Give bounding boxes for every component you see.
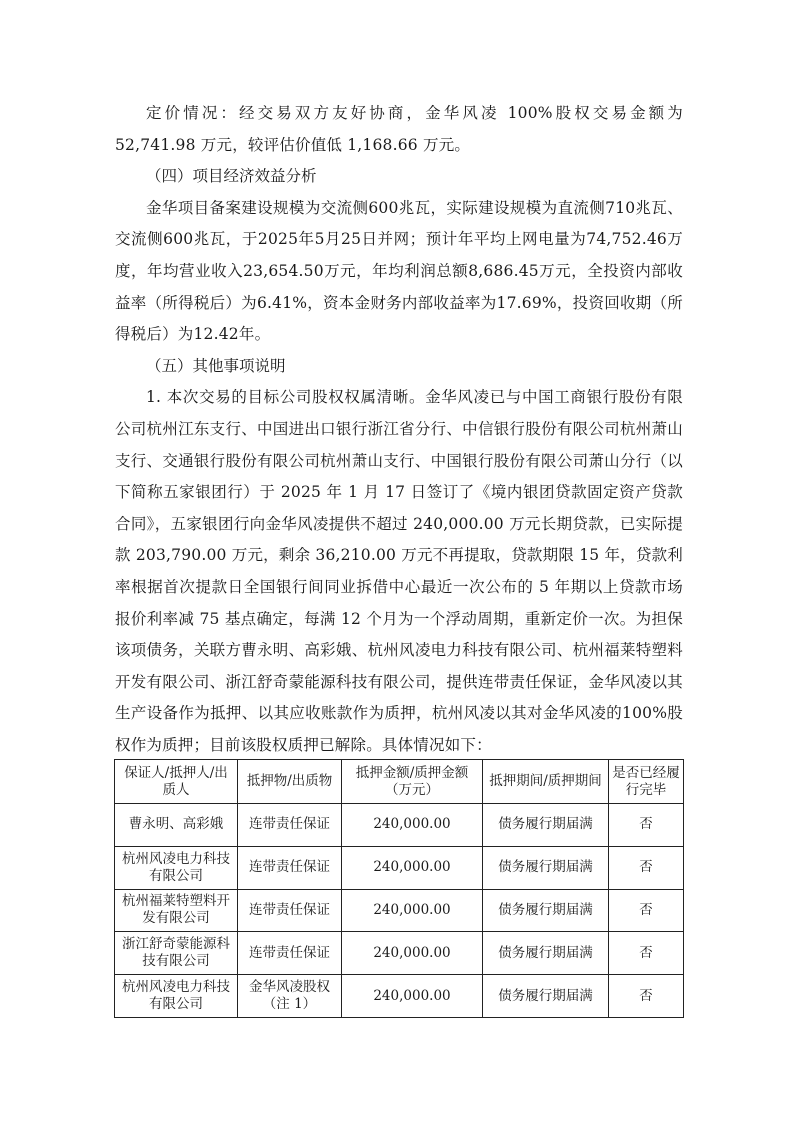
table-row	[115, 932, 684, 975]
cell-guarantor: 浙江舒奇蒙能源科技有限公司	[115, 932, 238, 975]
cell-collateral: 连带责任保证	[238, 932, 342, 975]
table-header-row	[115, 760, 684, 804]
cell-guarantor: 曹永明、高彩娥	[115, 804, 238, 847]
header-guarantor: 保证人/抵押人/出质人	[115, 760, 238, 804]
cell-period: 债务履行期届满	[483, 846, 609, 889]
cell-amount: 240,000.00	[342, 932, 483, 975]
header-completed: 是否已经履行完毕	[609, 760, 684, 804]
section-heading-other-matters: （五）其他事项说明	[146, 356, 286, 375]
cell-period: 债务履行期届满	[483, 975, 609, 1018]
table-row	[115, 975, 684, 1018]
cell-completed: 否	[609, 846, 684, 889]
header-amount: 抵押金额/质押金额（万元）	[342, 760, 483, 804]
guarantee-table	[114, 759, 684, 1018]
table-row	[115, 889, 684, 932]
cell-completed: 否	[609, 889, 684, 932]
cell-completed: 否	[609, 932, 684, 975]
header-collateral: 抵押物/出质物	[238, 760, 342, 804]
cell-collateral: 连带责任保证	[238, 846, 342, 889]
cell-collateral: 连带责任保证	[238, 804, 342, 847]
document-body	[115, 98, 683, 761]
header-period: 抵押期间/质押期间	[483, 760, 609, 804]
cell-completed: 否	[609, 804, 684, 847]
section-heading-economics: （四）项目经济效益分析	[146, 167, 317, 186]
pricing-paragraph: 定价情况：经交易双方友好协商，金华风凌 100%股权交易金额为 52,741.98 万元，较评估价值低 1,168.66 万元。	[115, 104, 683, 154]
cell-guarantor: 杭州风凌电力科技有限公司	[115, 846, 238, 889]
table-row	[115, 846, 684, 889]
economics-paragraph: 金华项目备案建设规模为交流侧600兆瓦，实际建设规模为直流侧710兆瓦、交流侧600兆瓦，于2025年5月25日并网；预计年平均上网电量为74,752.46万度，年均营业收入23,654.50万元，年均利润总额8,686.45万元，全投资内部收益率（所得税后）为6.41%，资本金财务内部收益率为17.69%，投资回收期（所得税后）为12.42年。	[115, 198, 683, 344]
cell-amount: 240,000.00	[342, 804, 483, 847]
table-row	[115, 804, 684, 847]
cell-period: 债务履行期届满	[483, 889, 609, 932]
item-1-paragraph: 1. 本次交易的目标公司股权权属清晰。金华风凌已与中国工商银行股份有限公司杭州江东支行、中国进出口银行浙江省分行、中信银行股份有限公司杭州萧山支行、交通银行股份有限公司杭州萧山支行、中国银行股份有限公司萧山分行（以下简称五家银团行）于 2025 年 1 月 17 日签订了《境内银团贷款固定资产贷款合同》，五家银团行向金华风凌提供不超过 240,000.00 万元长期贷款，已实际提款 203,790.00 万元，剩余 36,210.00 万元不再提取，贷款期限 15 年，贷款利率根据首次提款日全国银行间同业拆借中心最近一次公布的 5 年期以上贷款市场报价利率减 75 基点确定，每满 12 个月为一个浮动周期，重新定价一次。为担保该项债务，关联方曹永明、高彩娥、杭州风凌电力科技有限公司、杭州福莱特塑料开发有限公司、浙江舒奇蒙能源科技有限公司，提供连带责任保证，金华风凌以其生产设备作为抵押、以其应收账款作为质押，杭州风凌以其对金华风凌的100%股权作为质押；目前该股权质押已解除。具体情况如下：	[115, 388, 683, 754]
cell-completed: 否	[609, 975, 684, 1018]
cell-period: 债务履行期届满	[483, 804, 609, 847]
cell-collateral: 金华风凌股权（注 1）	[238, 975, 342, 1018]
cell-collateral: 连带责任保证	[238, 889, 342, 932]
cell-guarantor: 杭州福莱特塑料开发有限公司	[115, 889, 238, 932]
cell-guarantor: 杭州风凌电力科技有限公司	[115, 975, 238, 1018]
cell-amount: 240,000.00	[342, 975, 483, 1018]
cell-amount: 240,000.00	[342, 846, 483, 889]
cell-period: 债务履行期届满	[483, 932, 609, 975]
cell-amount: 240,000.00	[342, 889, 483, 932]
